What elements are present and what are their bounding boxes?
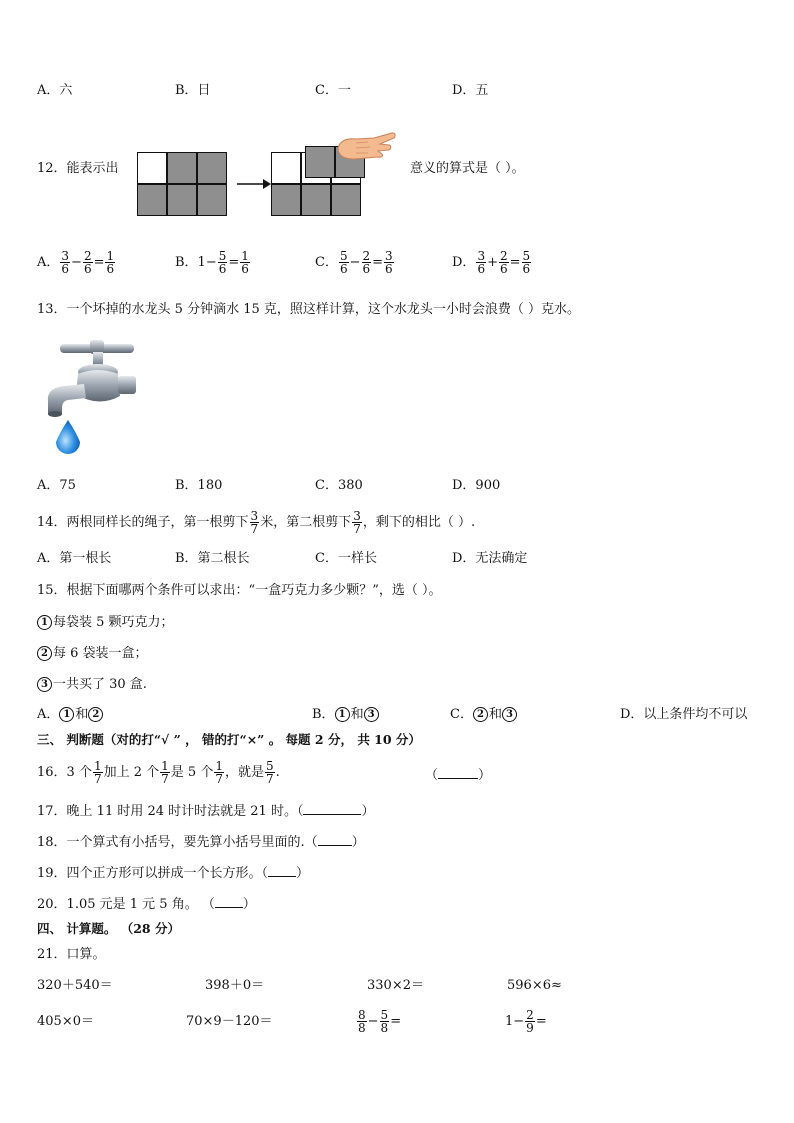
q14-option-c[interactable]: C．一样长 xyxy=(315,551,377,566)
q13-option-d[interactable]: D．900 xyxy=(452,478,501,493)
faucet-icon xyxy=(40,336,140,466)
q12-option-c[interactable]: C． $\frac{5}{6}$ − $\frac{2}{6}$ = $\frac{3}{6}$ xyxy=(315,249,393,276)
q21-item-8: 1− $\frac{2}{9}$ = xyxy=(505,1008,547,1035)
q16-answer-blank[interactable]: （ ） xyxy=(425,765,491,784)
q15-condition-3: 3 一共买了 30 盒. xyxy=(37,677,147,693)
section-3-title: 三、 判断题（对的打“√ ” ， 错的打“×” 。 每题 2 分， 共 10 分） xyxy=(37,732,421,747)
q21-item-5: 405×0＝ xyxy=(37,1014,94,1029)
hand-icon xyxy=(334,130,398,162)
q15-option-c[interactable]: C． 2 和 3 xyxy=(450,707,518,723)
q19-answer-blank[interactable] xyxy=(268,863,296,877)
arrow-right-icon xyxy=(236,176,272,192)
q20-answer-blank[interactable] xyxy=(215,894,243,908)
q15-condition-2: 2 每 6 袋装一盒； xyxy=(37,646,148,662)
q21-item-3: 330×2＝ xyxy=(367,978,424,993)
q13-option-a[interactable]: A．75 xyxy=(37,478,76,493)
q16-text: 16．3 个 $\frac{1}{7}$ 加上 2 个 $\frac{1}{7}$ 是 5 个 $\frac{1}{7}$ ，就是 $\frac{5}{7}$ . xyxy=(37,759,280,786)
q11-option-c[interactable]: C．一 xyxy=(315,83,351,98)
q21-item-2: 398＋0＝ xyxy=(205,978,265,993)
q12-grid-before xyxy=(137,152,229,218)
q14-option-a[interactable]: A．第一根长 xyxy=(37,551,112,566)
q12-option-b[interactable]: B．1− $\frac{5}{6}$ = $\frac{1}{6}$ xyxy=(175,249,249,276)
q12-suffix: 意义的算式是（ ）。 xyxy=(410,161,525,176)
q12-option-d[interactable]: D． $\frac{3}{6}$ + $\frac{2}{6}$ = $\frac{5}{6}$ xyxy=(452,249,531,276)
q21-item-4: 596×6≈ xyxy=(507,978,562,993)
q18-text: 18．一个算式有小括号，要先算小括号里面的.（ ） xyxy=(37,832,365,851)
q21-item-1: 320＋540＝ xyxy=(37,978,113,993)
q11-option-b[interactable]: B．日 xyxy=(175,83,211,98)
q15-option-b[interactable]: B． 1 和 3 xyxy=(312,707,380,723)
q20-text: 20．1.05 元是 1 元 5 角。 （ ） xyxy=(37,894,256,913)
q13-option-c[interactable]: C．380 xyxy=(315,478,363,493)
q15-option-d[interactable]: D．以上条件均不可以 xyxy=(620,707,748,722)
q12-prefix: 12．能表示出 xyxy=(37,161,119,176)
q12-option-a[interactable]: A． $\frac{3}{6}$ − $\frac{2}{6}$ = $\frac{1}{6}$ xyxy=(37,249,115,276)
q15-text: 15．根据下面哪两个条件可以求出：“一盒巧克力多少颗？”，选（ ）。 xyxy=(37,583,442,598)
section-4-title: 四、 计算题。 （28 分） xyxy=(37,921,180,936)
q11-option-d[interactable]: D．五 xyxy=(452,83,489,98)
q15-condition-1: 1 每袋装 5 颗巧克力； xyxy=(37,615,174,631)
q14-option-d[interactable]: D．无法确定 xyxy=(452,551,528,566)
q13-text: 13．一个坏掉的水龙头 5 分钟滴水 15 克，照这样计算，这个水龙头一小时会浪费（ ）克水。 xyxy=(37,302,581,317)
q21-title: 21．口算。 xyxy=(37,947,106,962)
q17-answer-blank[interactable] xyxy=(303,801,361,815)
q19-text: 19．四个正方形可以拼成一个长方形。（ ） xyxy=(37,863,309,882)
q17-text: 17．晚上 11 时用 24 时计时法就是 21 时。（ ） xyxy=(37,801,374,820)
q18-answer-blank[interactable] xyxy=(318,832,352,846)
q14-option-b[interactable]: B．第二根长 xyxy=(175,551,250,566)
q21-item-7: $\frac{8}{8}$ − $\frac{5}{8}$ = xyxy=(358,1008,402,1035)
q13-option-b[interactable]: B．180 xyxy=(175,478,223,493)
q11-option-a[interactable]: A．六 xyxy=(37,83,73,98)
q14-text: 14．两根同样长的绳子，第一根剪下 $\frac{3}{7}$ 米，第二根剪下 $\frac{3}{7}$ ，剩下的相比（ ）. xyxy=(37,509,476,536)
q15-option-a[interactable]: A． 1 和 2 xyxy=(37,707,104,723)
q21-item-6: 70×9－120＝ xyxy=(186,1014,273,1029)
